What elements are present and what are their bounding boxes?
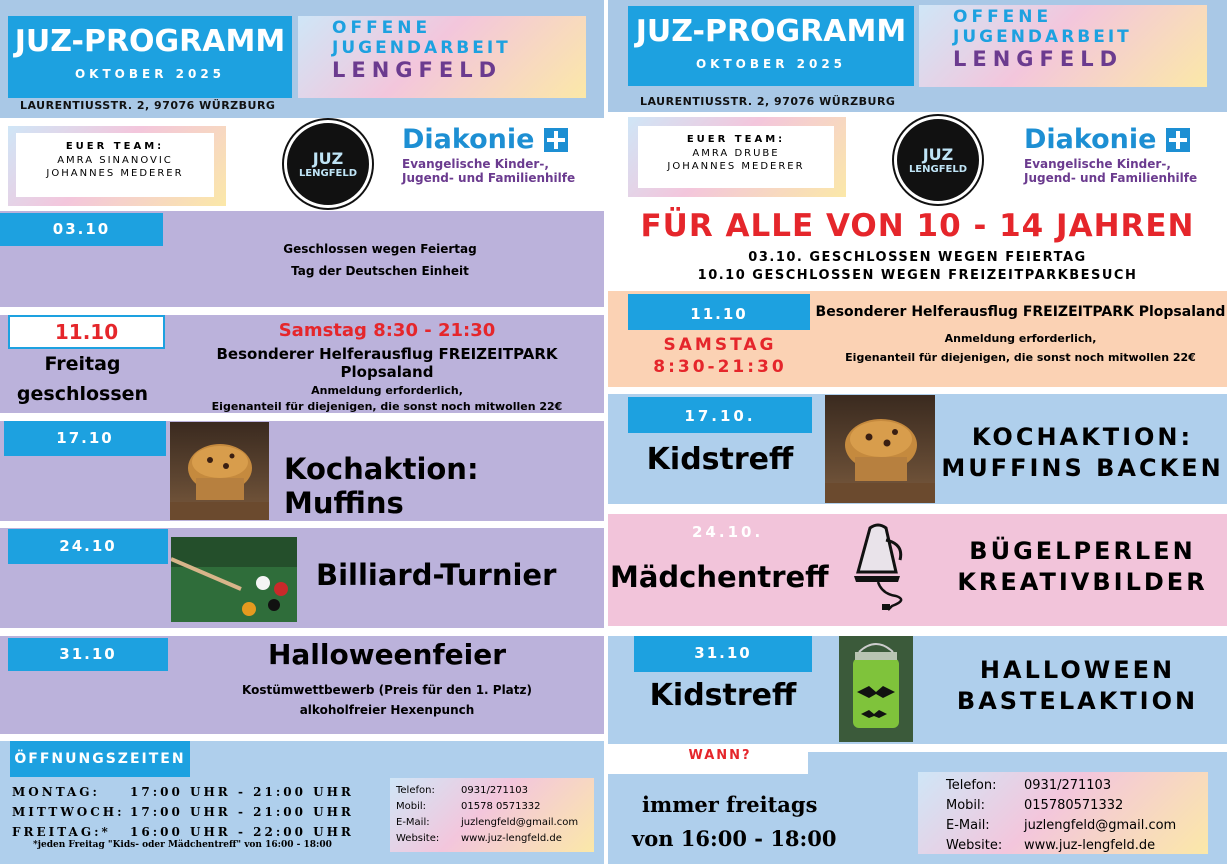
hours-time-mon: 17:00 UHR - 21:00 UHR [130,785,354,799]
right-notice1: 03.10. GESCHLOSSEN WEGEN FEIERTAG [748,250,1087,265]
left-date-2410: 24.10 [8,529,168,564]
left-2410-title: Billiard-Turnier [316,558,557,592]
left-diakonie-sub2: Jugend- und Familienhilfe [402,171,576,185]
left-title: JUZ-PROGRAMM [14,24,286,59]
left-team-member1: AMRA SINANOVIC [57,155,173,166]
right-notice2: 10.10 GESCHLOSSEN WEGEN FREIZEITPARKBESUCH [697,268,1138,283]
right-3110-kind: Kidstreff [649,678,797,713]
left-tel-label: Telefon: [396,785,435,796]
left-mail-label: E-Mail: [396,817,430,828]
left-mail[interactable]: juzlengfeld@gmail.com [461,817,579,828]
left-contact-box [390,778,594,852]
right-month: OKTOBER 2025 [695,57,847,71]
iron-icon [848,520,914,612]
right-title: JUZ-PROGRAMM [635,14,907,49]
right-1110-line1: Anmeldung erforderlich, [944,332,1097,345]
left-date-1710: 17.10 [4,421,166,456]
left-team-label: EUER TEAM: [65,141,165,152]
right-2410-title2: KREATIVBILDER [957,568,1208,596]
right-team-member1: AMRA DRUBE [692,148,780,159]
right-1710-title2: MUFFINS BACKEN [941,454,1224,482]
left-3110-line2: alkoholfreier Hexenpunch [299,703,475,717]
left-web-label: Website: [396,833,440,844]
right-team-box [638,126,834,188]
left-hours-label: ÖFFNUNGSZEITEN [10,741,190,777]
right-title-box [628,6,914,86]
hours-time-wed: 17:00 UHR - 21:00 UHR [130,805,354,819]
left-hours-note: *jeden Freitag "Kids- oder Mädchentreff" von 16:00 - 18:00 [33,840,332,850]
left-1110-side1: Freitag [44,353,121,375]
right-date-1710: 17.10. [628,397,812,433]
left-team-box [16,133,214,197]
left-event-0310-text [180,238,580,282]
hours-day-mon: MONTAG: [12,785,100,799]
left-mob-label: Mobil: [396,801,427,812]
left-date-3110: 31.10 [8,638,168,671]
right-web[interactable]: www.juz-lengfeld.de [1024,838,1156,853]
left-3110-title: Halloweenfeier [267,638,507,671]
right-1710-title1: KOCHAKTION: [971,423,1194,451]
right-date-2410: 24.10. [692,523,764,541]
right-date-3110: 31.10 [634,636,812,672]
left-1110-title: Besonderer Helferausflug FREIZEITPARK Plopsaland [216,345,558,381]
left-team-member2: JOHANNES MEDERER [46,168,184,179]
right-diakonie [1024,124,1224,200]
right-logo-line2: LENGFELD [908,164,968,175]
right-diakonie-name: Diakonie [1024,124,1157,155]
left-0310-line2: Tag der Deutschen Einheit [291,264,469,278]
right-when-line1: immer freitags [642,792,818,817]
right-3110-title1: HALLOWEEN [979,656,1176,684]
left-1110-date-frame [8,315,165,349]
left-tag3: LENGFELD [332,58,503,82]
right-mail-label: E-Mail: [946,818,990,833]
right-logo-line1: JUZ [922,145,954,164]
right-tag2: JUGENDARBEIT [953,27,1132,47]
left-1710-title: Kochaktion: Muffins [284,452,479,520]
right-team-label: EUER TEAM: [686,134,786,145]
lantern-image [839,636,913,742]
diakonie-cross-icon [544,128,568,152]
left-diakonie-name: Diakonie [402,124,535,155]
right-1110-line2: Eigenanteil für diejenigen, die sonst noch mitwollen 22€ [845,351,1196,364]
left-1110-line2: Eigenanteil für diejenigen, die sonst noch mitwollen 22€ [211,400,563,413]
hours-day-wed: MITTWOCH: [12,805,125,819]
right-team-member2: JOHANNES MEDERER [667,161,805,172]
right-1110-time2: 8:30-21:30 [653,357,787,377]
right-3110-title [928,655,1227,717]
left-juz-logo [284,120,372,208]
right-2410-title1: BÜGELPERLEN [969,537,1196,565]
left-tel: 0931/271103 [461,785,528,796]
left-date-0310: 03.10 [0,213,163,246]
hours-day-fri: FREITAG:* [12,825,111,839]
left-1110-side [10,349,155,409]
left-1110-text [170,320,604,413]
right-when-text [632,788,837,856]
left-month: OKTOBER 2025 [74,67,226,81]
right-2410-kind: Mädchentreff [610,560,829,594]
left-diakonie-sub1: Evangelische Kinder-, [402,157,549,171]
right-mob: 015780571332 [1024,798,1124,813]
right-tel: 0931/271103 [1024,778,1112,793]
right-1110-time [630,334,810,378]
left-hours-table [12,782,354,842]
right-mail[interactable]: juzlengfeld@gmail.com [1024,818,1177,833]
left-diakonie [402,124,602,200]
left-tag-box [298,16,586,98]
left-flyer [0,0,604,864]
right-when-label: WANN? [688,748,752,763]
right-diakonie-sub2: Jugend- und Familienhilfe [1024,171,1198,185]
right-1110-title: Besonderer Helferausflug FREIZEITPARK Plopsaland [815,304,1226,320]
left-0310-line1: Geschlossen wegen Feiertag [283,242,477,256]
right-when-line2: von 16:00 - 18:00 [632,826,837,851]
left-1110-time: Samstag 8:30 - 21:30 [278,320,496,341]
hours-time-fri: 16:00 UHR - 22:00 UHR [130,825,354,839]
right-3110-title2: BASTELAKTION [956,687,1199,715]
right-tel-label: Telefon: [946,778,997,793]
right-age: FÜR ALLE VON 10 - 14 JAHREN [640,208,1195,244]
right-1110-text [814,304,1227,364]
left-logo-line1: JUZ [312,149,344,168]
left-3110-text [170,638,604,717]
right-address: LAURENTIUSSTR. 2, 97076 WÜRZBURG [640,95,896,108]
left-tag1: OFFENE [332,18,432,38]
left-3110-line1: Kostümwettbewerb (Preis für den 1. Platz) [242,683,532,697]
right-juz-logo [894,116,982,204]
diakonie-cross-icon [1166,128,1190,152]
right-diakonie-sub1: Evangelische Kinder-, [1024,157,1171,171]
billiard-image [171,537,297,622]
left-logo-line2: LENGFELD [298,168,358,179]
left-address: LAURENTIUSSTR. 2, 97076 WÜRZBURG [20,99,276,112]
left-web[interactable]: www.juz-lengfeld.de [461,833,562,844]
right-flyer [608,0,1227,864]
left-1110-line1: Anmeldung erforderlich, [311,384,463,397]
right-web-label: Website: [946,838,1003,853]
right-contact-box [918,772,1208,854]
muffin-image [825,395,935,503]
right-tag3: LENGFELD [953,47,1124,71]
right-1110-time1: SAMSTAG [663,335,777,355]
muffin-image [170,422,269,520]
left-tag2: JUGENDARBEIT [332,38,511,58]
right-2410-title [938,536,1227,598]
right-mob-label: Mobil: [946,798,986,813]
right-tag1: OFFENE [953,7,1053,27]
right-1710-title [938,422,1227,484]
right-date-1110: 11.10 [628,294,810,330]
left-1110-side2: geschlossen [16,383,149,405]
left-date-1110: 11.10 [10,317,163,347]
right-tag-box [919,5,1207,87]
left-mob: 01578 0571332 [461,801,541,812]
left-title-box [8,16,292,98]
right-1710-kind: Kidstreff [646,442,794,477]
